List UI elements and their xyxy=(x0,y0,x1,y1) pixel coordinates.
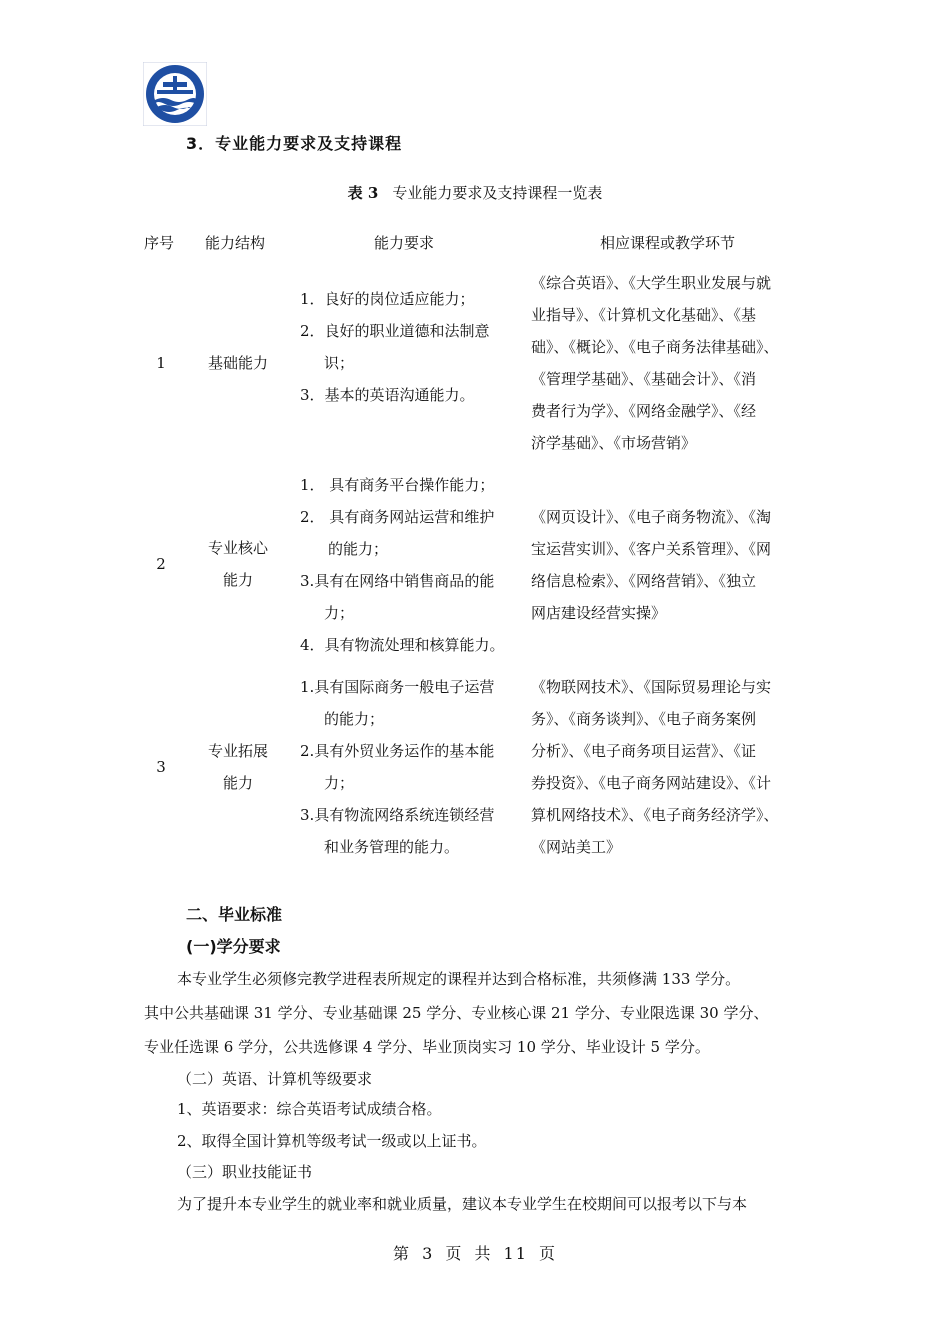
row-3-course-line: 分析》、《电子商务项目运营》、《证 xyxy=(531,742,757,760)
row-3-requirements xyxy=(300,671,494,863)
row-2-req-line: 4．具有物流处理和核算能力。 xyxy=(300,636,505,654)
page-number: 第 3 页 共 11 页 xyxy=(393,1244,557,1263)
row-2-course-line: 网店建设经营实操》 xyxy=(531,604,667,622)
row-3-req-line: 力； xyxy=(324,774,355,792)
row-2-req-line: 2． 具有商务网站运营和维护 xyxy=(300,508,495,526)
row-3-req-line: 2.具有外贸业务运作的基本能 xyxy=(300,742,495,760)
row-3-structure-line: 专业拓展 xyxy=(207,742,268,760)
row-3-req-line: 的能力； xyxy=(324,710,385,728)
table-caption-text: 专业能力要求及支持课程一览表 xyxy=(392,184,603,202)
row-1-structure-line: 基础能力 xyxy=(207,354,268,372)
row-3-course-line: 务》、《商务谈判》、《电子商务案例 xyxy=(531,710,757,728)
credits-paragraph-line: 专业任选课 6 学分，公共选修课 4 学分、毕业顶岗实习 10 学分、毕业设计 5 学分。 xyxy=(144,1038,710,1056)
school-emblem-logo xyxy=(143,62,207,126)
row-2-req-line: 力； xyxy=(324,604,355,622)
credits-paragraph-line: 其中公共基础课 31 学分、专业基础课 25 学分、专业核心课 21 学分、专业限选课 30 学分、 xyxy=(144,1004,769,1022)
row-1-course-line: 《管理学基础》、《基础会计》、《消 xyxy=(531,370,757,388)
row-2-course-line: 宝运营实训》、《客户关系管理》、《网 xyxy=(531,540,772,558)
row-2-structure-line: 专业核心 xyxy=(207,539,268,557)
row-3-req-line: 和业务管理的能力。 xyxy=(324,838,460,856)
row-1-req-line: 3．基本的英语沟通能力。 xyxy=(300,386,475,404)
credits-subheading: (一)学分要求 xyxy=(186,937,281,956)
computer-requirement: 2、取得全国计算机等级考试一级或以上证书。 xyxy=(177,1132,487,1150)
row-2-structure xyxy=(203,532,273,596)
row-3-course-line: 券投资》、《电子商务网站建设》、《计 xyxy=(531,774,772,792)
row-2-course-line: 《网页设计》、《电子商务物流》、《淘 xyxy=(531,508,772,526)
row-1-course-line: 济学基础》、《市场营销》 xyxy=(531,434,697,452)
row-3-courses xyxy=(531,671,821,863)
row-3-seq: 3 xyxy=(156,758,166,776)
header-courses: 相应课程或教学环节 xyxy=(600,234,736,252)
row-2-seq: 2 xyxy=(156,555,166,573)
table-caption xyxy=(0,182,950,203)
graduation-heading: 二、毕业标准 xyxy=(186,905,283,924)
row-3-structure xyxy=(203,735,273,799)
row-2-req-line: 1． 具有商务平台操作能力； xyxy=(300,476,495,494)
row-2-req-line: 3.具有在网络中销售商品的能 xyxy=(300,572,495,590)
row-2-req-line: 的能力； xyxy=(328,540,389,558)
certificate-subheading: （三）职业技能证书 xyxy=(177,1163,313,1181)
table-caption-number: 表 3 xyxy=(347,184,379,202)
row-1-seq: 1 xyxy=(156,354,166,372)
row-1-req-line: 识； xyxy=(324,354,355,372)
row-3-req-line: 1.具有国际商务一般电子运营 xyxy=(300,678,495,696)
english-requirement: 1、英语要求：综合英语考试成绩合格。 xyxy=(177,1100,442,1118)
row-1-req-line: 1．良好的岗位适应能力； xyxy=(300,290,475,308)
row-1-courses xyxy=(531,267,821,459)
row-3-course-line: 算机网络技术》、《电子商务经济学》、 xyxy=(531,806,779,824)
row-3-req-line: 3.具有物流网络系统连锁经营 xyxy=(300,806,495,824)
row-2-course-line: 络信息检索》、《网络营销》、《独立 xyxy=(531,572,757,590)
row-1-requirements xyxy=(300,283,490,411)
row-2-courses xyxy=(531,501,821,629)
header-requirements: 能力要求 xyxy=(374,234,435,252)
row-3-course-line: 《网站美工》 xyxy=(531,838,622,856)
row-1-course-line: 业指导》、《计算机文化基础》、《基 xyxy=(531,306,757,324)
row-3-structure-line: 能力 xyxy=(222,774,253,792)
certificate-paragraph-line: 为了提升本专业学生的就业率和就业质量，建议本专业学生在校期间可以报考以下与本 xyxy=(177,1195,748,1213)
level-subheading: （二）英语、计算机等级要求 xyxy=(177,1070,373,1088)
credits-paragraph-line: 本专业学生必须修完教学进程表所规定的课程并达到合格标准，共须修满 133 学分。 xyxy=(177,970,741,988)
row-1-course-line: 础》、《概论》、《电子商务法律基础》、 xyxy=(531,338,779,356)
row-1-structure xyxy=(203,347,273,379)
header-structure: 能力结构 xyxy=(205,234,266,252)
row-3-course-line: 《物联网技术》、《国际贸易理论与实 xyxy=(531,678,772,696)
header-seq: 序号 xyxy=(144,234,175,252)
row-2-structure-line: 能力 xyxy=(222,571,253,589)
section-title: 3．专业能力要求及支持课程 xyxy=(186,134,403,153)
row-2-requirements xyxy=(300,469,505,661)
row-1-req-line: 2．良好的职业道德和法制意 xyxy=(300,322,490,340)
row-1-course-line: 《综合英语》、《大学生职业发展与就 xyxy=(531,274,772,292)
row-1-course-line: 费者行为学》、《网络金融学》、《经 xyxy=(531,402,757,420)
